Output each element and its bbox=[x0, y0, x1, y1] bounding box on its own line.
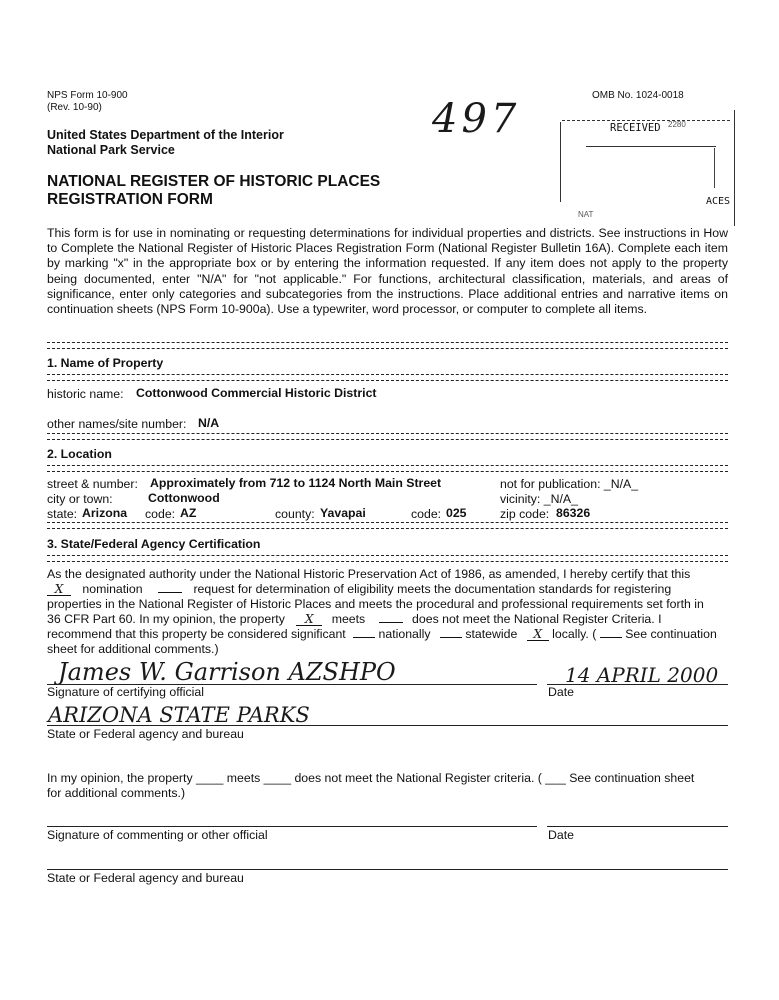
commenting-agency-line bbox=[47, 869, 728, 870]
county-value: Yavapai bbox=[320, 506, 366, 520]
other-names-label: other names/site number: bbox=[47, 417, 187, 431]
certifying-signature: James W. Garrison AZSHPO bbox=[58, 658, 396, 686]
commenting-line-2: for additional comments.) bbox=[47, 786, 186, 800]
state-code-value: AZ bbox=[180, 506, 197, 520]
stamp-bottom-left-text: NAT bbox=[578, 210, 594, 219]
form-revision: (Rev. 10-90) bbox=[47, 102, 102, 113]
county-code-value: 025 bbox=[446, 506, 467, 520]
stamp-received-text: RECEIVED bbox=[610, 122, 661, 134]
agency-handwritten: ARIZONA STATE PARKS bbox=[48, 703, 310, 727]
handwritten-number: 497 bbox=[432, 96, 521, 142]
section3-heading: 3. State/Federal Agency Certification bbox=[47, 537, 261, 551]
cert-line-6: sheet for additional comments.) bbox=[47, 642, 219, 656]
locally-mark: X bbox=[527, 628, 549, 641]
commenting-signature-line bbox=[47, 826, 537, 827]
date-line bbox=[547, 684, 728, 685]
cert-line-1: As the designated authority under the National Historic Preservation Act of 1986, as amended, I hereby certify that this bbox=[47, 567, 691, 581]
agency-line bbox=[47, 725, 728, 726]
section-divider bbox=[47, 522, 728, 529]
form-number: NPS Form 10-900 bbox=[47, 90, 128, 101]
form-subtitle: REGISTRATION FORM bbox=[47, 191, 213, 208]
vicinity: vicinity: _N/A_ bbox=[500, 492, 578, 506]
cert-line-4 bbox=[47, 612, 662, 626]
county-code-label: code: bbox=[411, 507, 442, 521]
section1-heading: 1. Name of Property bbox=[47, 356, 164, 370]
section-divider bbox=[47, 465, 728, 472]
service-name: National Park Service bbox=[47, 143, 175, 157]
cert-line-2 bbox=[47, 582, 671, 596]
other-names-value: N/A bbox=[198, 416, 220, 430]
cert-line-4-a: 36 CFR Part 60. In my opinion, the property bbox=[47, 612, 285, 626]
nationally-blank bbox=[353, 637, 375, 638]
cert-line-3: properties in the National Register of Historic Places and meets the procedural and professional requirements set forth in bbox=[47, 597, 704, 611]
zip-label: zip code: bbox=[500, 507, 550, 521]
agency-label: State or Federal agency and bureau bbox=[47, 727, 244, 741]
street-label: street & number: bbox=[47, 477, 138, 491]
stamp-bottom-right-text: ACES bbox=[706, 196, 731, 207]
cert-line-2-rest: request for determination of eligibility meets the documentation standards for registering bbox=[193, 582, 672, 596]
commenting-date-label: Date bbox=[548, 828, 574, 842]
stamp-year-text: 2280 bbox=[668, 120, 686, 129]
state-value: Arizona bbox=[82, 506, 128, 520]
commenting-signature-label: Signature of commenting or other official bbox=[47, 828, 268, 842]
received-stamp bbox=[556, 108, 738, 226]
nationally-label: nationally bbox=[378, 627, 431, 641]
not-for-publication: not for publication: _N/A_ bbox=[500, 477, 639, 491]
cert-line-4-b: does not meet the National Register Criteria. I bbox=[412, 612, 662, 626]
cert-line-5 bbox=[47, 627, 717, 641]
statewide-blank bbox=[440, 637, 462, 638]
section2-heading: 2. Location bbox=[47, 447, 112, 461]
section-divider bbox=[47, 342, 728, 349]
cert-line-5-a: recommend that this property be considered significant bbox=[47, 627, 346, 641]
zip-value: 86326 bbox=[556, 506, 591, 520]
section-divider bbox=[47, 433, 728, 440]
historic-name-value: Cottonwood Commercial Historic District bbox=[136, 386, 377, 400]
omb-number: OMB No. 1024-0018 bbox=[592, 90, 684, 101]
form-title: NATIONAL REGISTER OF HISTORIC PLACES bbox=[47, 173, 381, 190]
commenting-line-1: In my opinion, the property ____ meets ____ does not meet the National Register criteria. ( ___ See continuation sheet bbox=[47, 771, 695, 785]
statewide-label: statewide bbox=[465, 627, 518, 641]
city-value: Cottonwood bbox=[148, 491, 220, 505]
section-divider bbox=[47, 374, 728, 381]
locally-label: locally. ( bbox=[552, 627, 597, 641]
see-continuation-label: See continuation bbox=[625, 627, 717, 641]
section-divider bbox=[47, 555, 728, 562]
street-value: Approximately from 712 to 1124 North Main Street bbox=[150, 476, 442, 490]
commenting-agency-label: State or Federal agency and bureau bbox=[47, 871, 244, 885]
meets-mark: X bbox=[296, 613, 322, 626]
state-code-label: code: bbox=[145, 507, 176, 521]
continuation-blank bbox=[600, 637, 622, 638]
certifying-date-handwritten: 14 APRIL 2000 bbox=[565, 663, 719, 687]
state-label: state: bbox=[47, 507, 78, 521]
meets-label: meets bbox=[331, 612, 366, 626]
commenting-date-line bbox=[547, 826, 728, 827]
county-label: county: bbox=[275, 507, 315, 521]
nomination-label: nomination bbox=[82, 582, 143, 596]
signature-label: Signature of certifying official bbox=[47, 685, 204, 699]
request-blank bbox=[158, 592, 182, 593]
date-label: Date bbox=[548, 685, 574, 699]
instructions-paragraph: This form is for use in nominating or requesting determinations for individual properties and districts. See instructions in How to Complete the National Register of Historic Places Registration Form (National Register Bulletin 16A). Complete each item by marking "x" in the appropriate box or by entering the information requested. If any item does not apply to the property being documented, enter "N/A" for "not applicable." For functions, architectural classification, materials, and areas of significance, enter only categories and subcategories from the instructions. Place additional entries and narrative items on continuation sheets (NPS Form 10-900a). Use a typewriter, word processor, or computer to complete all items. bbox=[47, 226, 728, 317]
department-name: United States Department of the Interior bbox=[47, 128, 284, 142]
historic-name-label: historic name: bbox=[47, 387, 124, 401]
does-not-meet-blank bbox=[379, 622, 403, 623]
city-label: city or town: bbox=[47, 492, 113, 506]
nomination-mark: X bbox=[47, 583, 71, 596]
